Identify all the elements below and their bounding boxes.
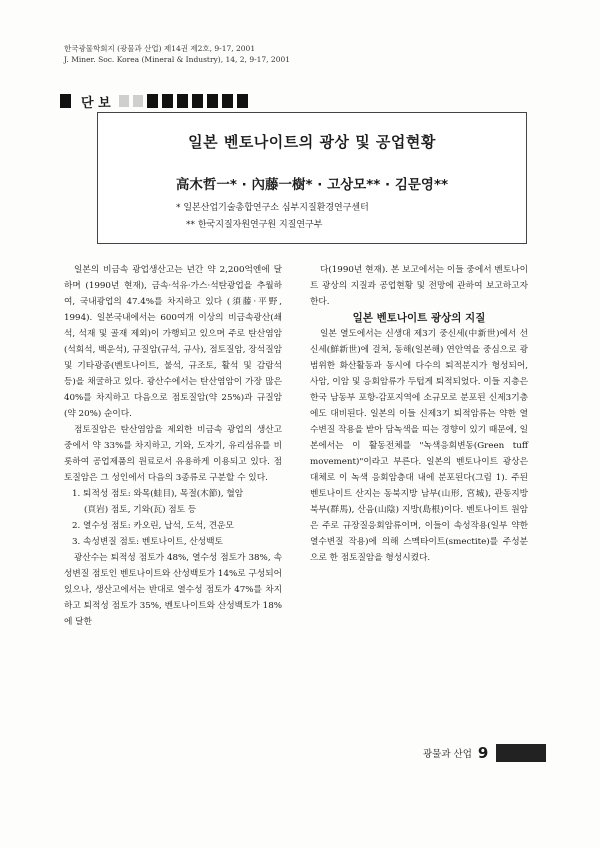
footer-journal-name: 광물과 산업 <box>423 749 472 760</box>
banner-block <box>237 94 248 108</box>
paragraph: 다(1990년 현재). 본 보고에서는 이들 중에서 벤토나이트 광상의 지질과 공업현황 및 전망에 관하여 보고하고자 한다. <box>310 265 528 307</box>
banner-block <box>133 95 143 107</box>
list-item-continuation: (頁岩) 점토, 기와(瓦) 점토 등 <box>84 505 197 515</box>
footer-bar <box>496 744 546 762</box>
banner-block <box>207 94 218 108</box>
list-item: 2. 열수성 점토: 카오린, 납석, 도석, 견운모 <box>72 521 234 531</box>
banner-block <box>222 94 233 108</box>
banner-label: 단 보 <box>81 95 111 111</box>
right-column <box>310 262 528 566</box>
left-column <box>64 262 282 630</box>
section-banner <box>60 90 252 112</box>
paragraph: 일본의 비금속 광업생산고는 년간 약 2,200억엔에 달하며 (1990년 현재), 금속·석유·가스·석탄광업을 추월하여, 국내광업의 47.4%를 차지하고 있다 (須藤·平野, 1994). 일본국내에서는 600여개 이상의 비금속광산(쇄석, 석재 및 골재 제외)이 가행되고 있으며 주로 탄산염암(석회석, 백운석), 규질암(규석, 규사), 점토질암, 장석질암 및 기타광종(벤토나이트, 불석, 규조토, 활석 및 감람석 등)을 채굴하고 있다. 광산수에서는 탄산염암이 가장 많은 40%를 차지하고 다음으로 점토질암(약 25%)과 규질암(약 20%) 순이다. <box>64 265 282 419</box>
banner-block <box>147 94 158 108</box>
list-item: 3. 속성변질 점토: 벤토나이트, 산성백토 <box>72 537 223 547</box>
paragraph: 점토질암은 탄산염암을 제외한 비금속 광업의 생산고 중에서 약 33%를 차지하고, 기와, 도자기, 유리섬유를 비롯하여 공업제품의 원료로서 유용하게 이용되고 있다. 점토질암은 그 성인에서 다음의 3종류로 구분할 수 있다. <box>64 425 282 483</box>
article-title: 일본 벤토나이트의 광상 및 공업현황 <box>188 133 436 151</box>
banner-block <box>60 94 71 108</box>
list-item: 1. 퇴적성 점토: 와목(蛙目), 목절(木節), 혈암 <box>72 489 244 499</box>
author-affiliation-2: ** 한국지질자원연구원 지질연구부 <box>186 220 323 230</box>
page-number: 9 <box>477 744 489 762</box>
journal-line-korean: 한국광물학회지 (광물과 산업) 제14권 제2호, 9-17, 2001 <box>64 44 256 53</box>
author-affiliation-1: * 일본산업기술총합연구소 심부지질환경연구센터 <box>176 203 369 213</box>
paragraph: 일본 열도에서는 신생대 제3기 중신세(中新世)에서 선신세(鮮新世)에 걸쳐, 동해(일본해) 연안역을 중심으로 광범위한 화산활동과 동시에 다수의 퇴적분지가 형성되어, 사암, 이암 및 응회암류가 두텁게 퇴적되었다. 이들 지층은 한국 남동부 포항-감포지역에 소규모로 분포된 신제3기층에도 대비된다. 일본의 이들 신제3기 퇴적암류는 약한 열수변질 작용을 받아 담녹색을 띠는 경향이 있기 때문에, 일본에서는 이 활동전체를 "녹색응회변동(Green tuff movement)"이라고 부른다. 일본의 벤토나이트 광상은 대체로 이 녹색 응회암층대 내에 분포된다(그림 1). 주된 벤토나이트 산지는 동북지방 남부(山形, 宮城), 관동지방 북부(群馬), 산음(山陰) 지방(島根)이다. 벤토나이트 원암은 주로 규장질응회암류이며, 이들이 속성작용(일부 약한 열수변질 작용)에 의해 스멕타이트(smectite)를 주성분으로 한 점토질암을 형성시켰다. <box>310 329 528 563</box>
banner-block <box>162 94 173 108</box>
banner-block <box>192 94 203 108</box>
section-heading: 일본 벤토나이트 광상의 지질 <box>352 312 486 324</box>
journal-header <box>64 43 290 65</box>
banner-block <box>177 94 188 108</box>
banner-block <box>119 95 129 107</box>
journal-line-english: J. Miner. Soc. Korea (Mineral & Industry), 14, 2, 9-17, 2001 <box>64 55 291 64</box>
title-box <box>97 112 527 244</box>
page-footer <box>423 744 546 762</box>
paragraph: 광산수는 퇴적성 점토가 48%, 열수성 점토가 38%, 속성변질 점토인 벤토나이트와 산성백토가 14%로 구성되어 있으나, 생산고에서는 반대로 열수성 점토가 47%를 차지하고 퇴적성 점토가 35%, 벤토나이트와 산성백토가 18%에 달한 <box>64 553 282 627</box>
article-authors: 高木哲一* · 內藤一樹* · 고상모** · 김문영** <box>175 177 449 193</box>
